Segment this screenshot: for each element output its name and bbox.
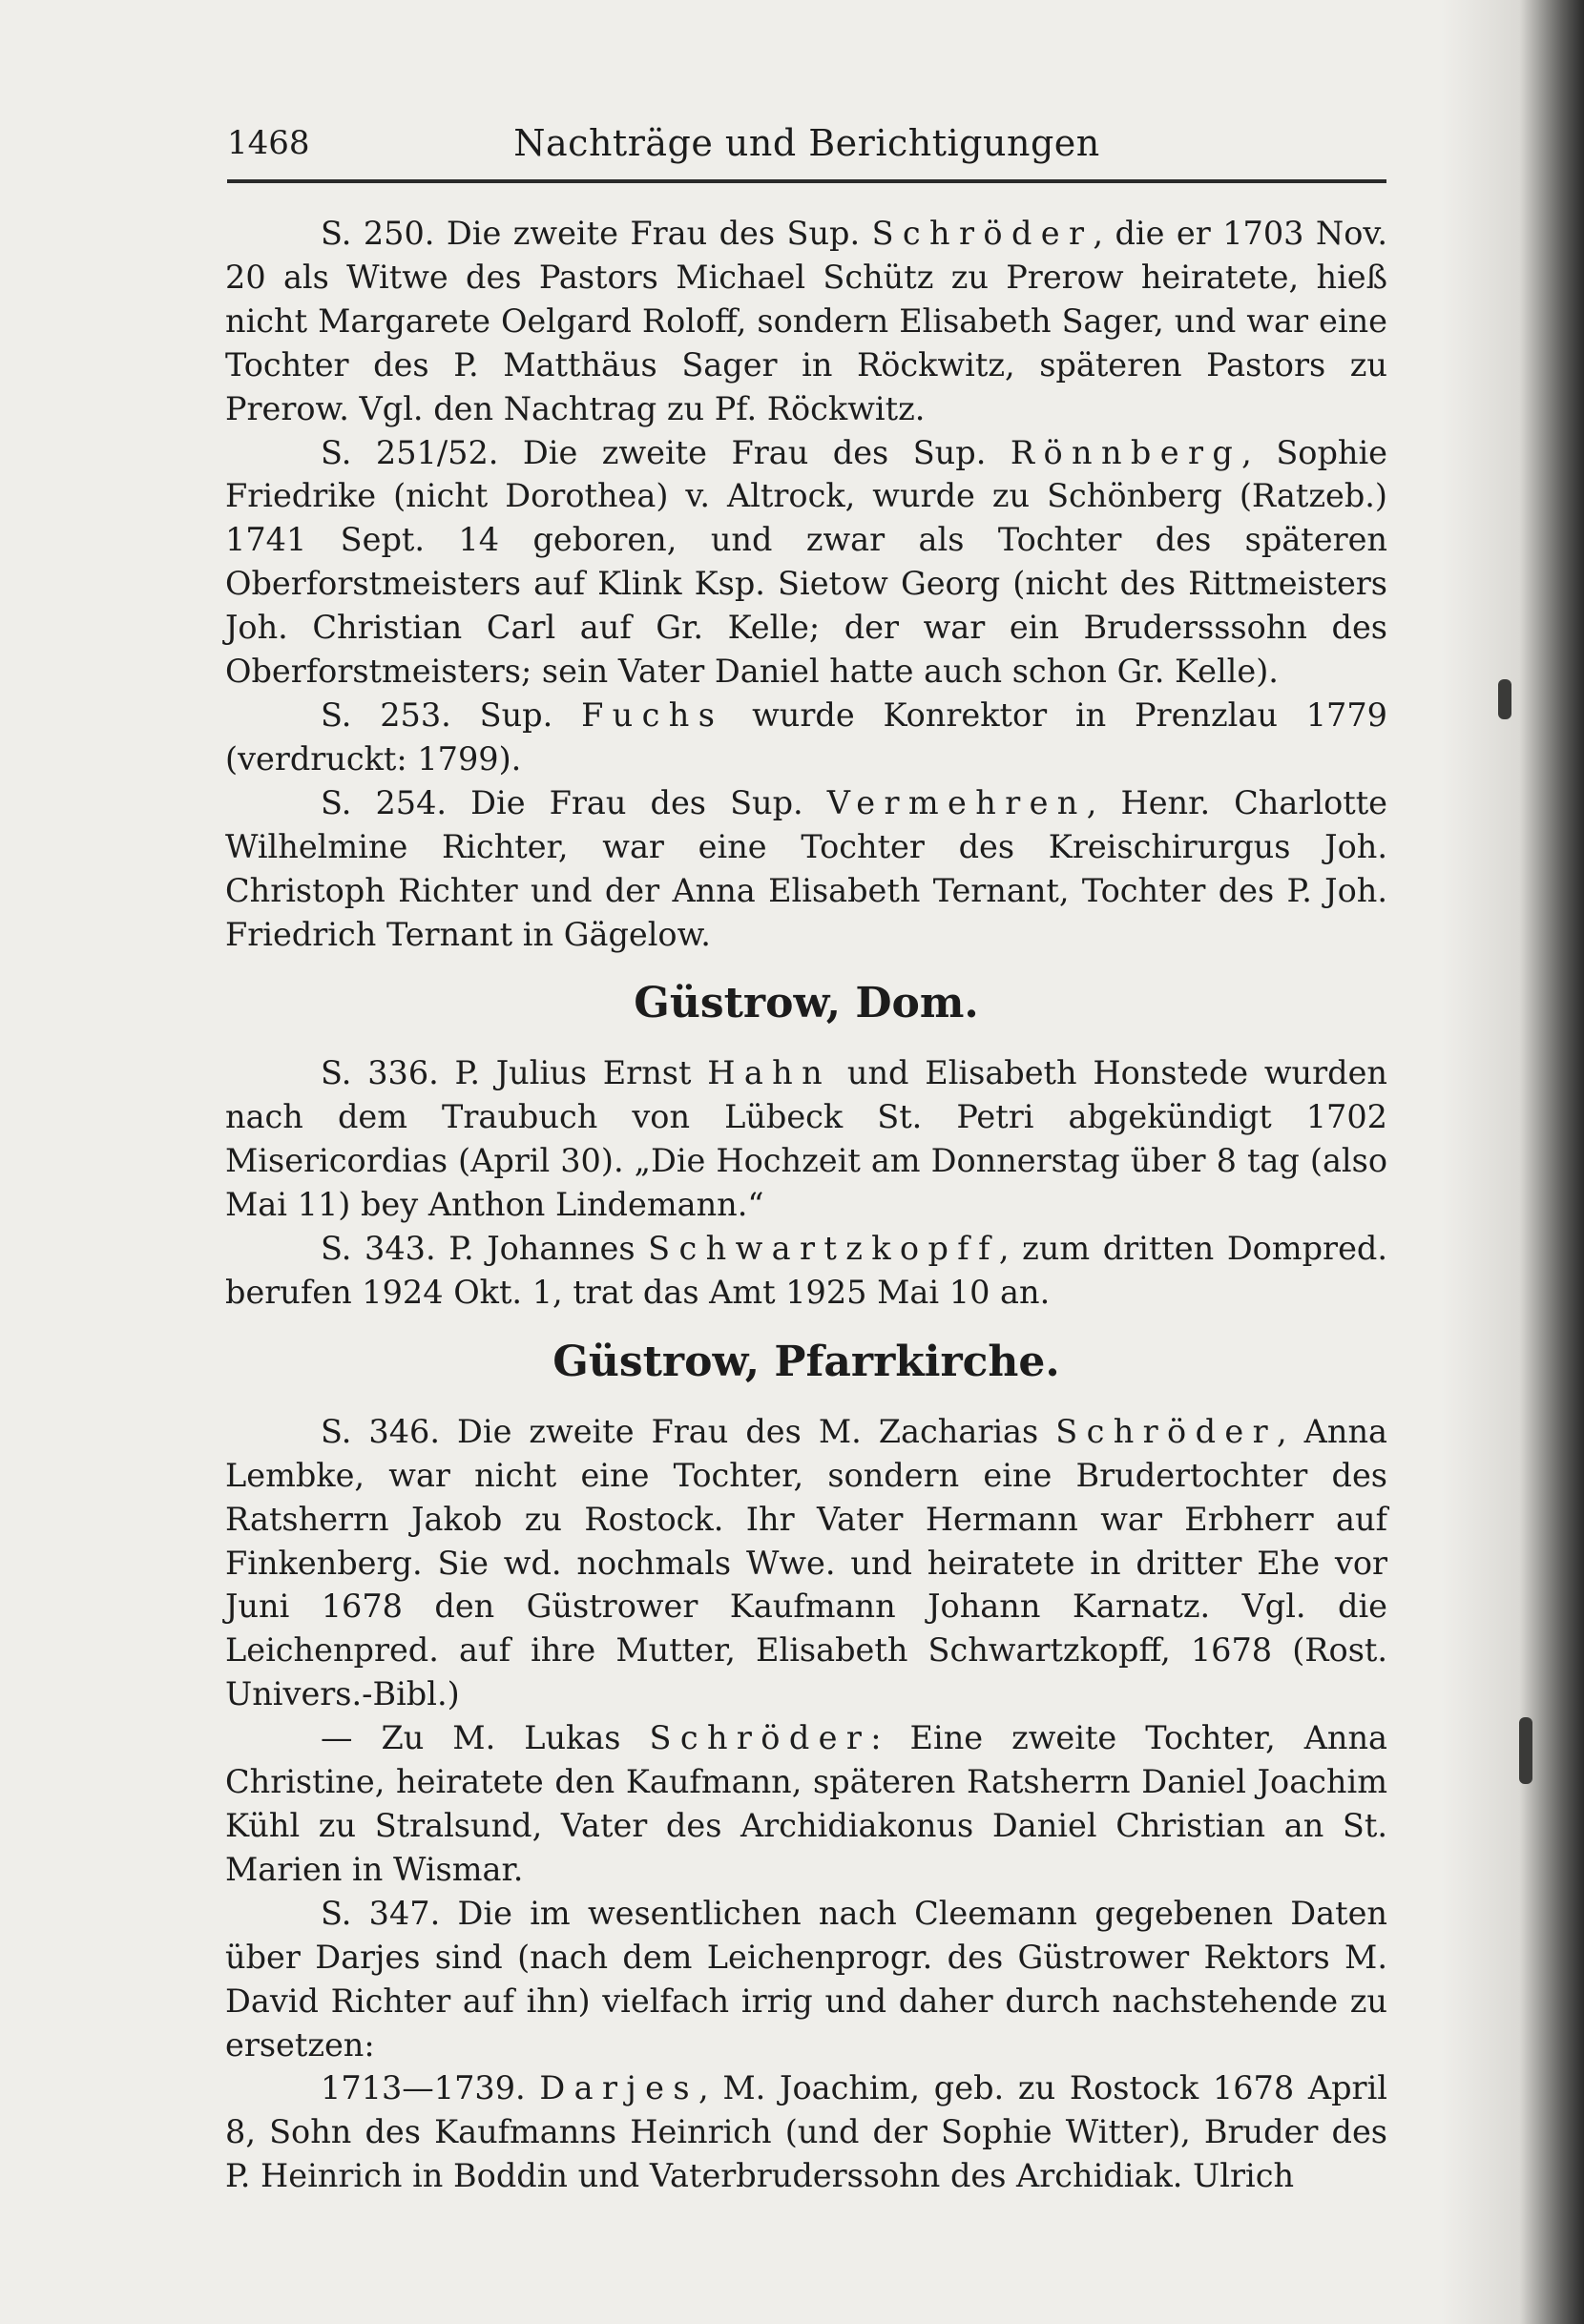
spaced-surname: Vermehren (826, 783, 1087, 821)
spaced-surname: Schröder (1055, 1412, 1278, 1450)
entry-text: 1713—1739. (321, 2069, 540, 2107)
entry-text: S. 346. Die zweite Frau des M. Zacharias (321, 1412, 1056, 1450)
entry-text: S. 254. Die Frau des Sup. (321, 783, 827, 821)
page-body (225, 212, 1387, 2198)
spaced-surname: Schröder (871, 215, 1094, 252)
page-number: 1468 (227, 124, 310, 162)
entry-paragraph (225, 694, 1387, 781)
entry-text: , Henr. Charlotte Wilhelmine Richter, war eine Tochter des Kreischirurgus Joh. Christoph Richter und der Anna Elisabeth Ternant, Tochter des P. Joh. Friedrich Ternant in Gägelow. (225, 783, 1388, 953)
section-heading: Güstrow, Dom. (634, 979, 979, 1028)
running-title: Nachträge und Berichtigungen (513, 122, 1100, 164)
entry-paragraph (225, 1716, 1387, 1892)
scan-edge-mark (1519, 1717, 1532, 1784)
spaced-surname: Schwartzkopff (648, 1230, 999, 1268)
entry-paragraph (225, 781, 1387, 957)
entry-text: , die er 1703 Nov. 20 als Witwe des Pastors Michael Schütz zu Prerow heiratete, hieß nicht Margarete Oelgard Roloff, sondern Elisabeth Sager, und war eine Tochter des P. Matthäus Sager in Röckwitz, späteren Pastors zu Prerow. Vgl. den Nachtrag zu Pf. Röckwitz. (225, 215, 1387, 427)
entry-text: : Eine zweite Tochter, Anna Christine, heiratete den Kaufmann, späteren Ratsherrn Daniel Joachim Kühl zu Stralsund, Vater des Archidiakonus Daniel Christian an St. Marien in Wismar. (225, 1719, 1388, 1888)
spaced-surname: Darjes (539, 2069, 698, 2107)
entry-text: , zum dritten Dompred. berufen 1924 Okt. 1, trat das Amt 1925 Mai 10 an. (225, 1230, 1387, 1311)
entry-text: wurde Konrektor in Prenzlau 1779 (verdruckt: 1799). (225, 695, 1387, 778)
entry-text: , M. Joachim, geb. zu Rostock 1678 April 8, Sohn des Kaufmanns Heinrich (und der Sophie Witter), Bruder des P. Heinrich in Boddin und Vaterbruderssohn des Archidiak. Ulrich (225, 2069, 1387, 2195)
entry-text: S. 253. Sup. (321, 695, 582, 734)
header-rule (227, 179, 1386, 183)
section-heading: Güstrow, Pfarrkirche. (552, 1337, 1060, 1386)
page-header (227, 122, 1386, 177)
scan-shadow-edge (1441, 0, 1584, 2324)
entry-paragraph (225, 431, 1387, 694)
entry-paragraph (225, 1410, 1387, 1716)
entry-paragraph (225, 1227, 1387, 1315)
entry-text: S. 347. Die im wesentlichen nach Cleemann gegebenen Daten über Darjes sind (nach dem Leichenprogr. des Güstrower Rektors M. David Richter auf ihn) vielfach irrig und daher durch nachstehende zu ersetzen: (225, 1894, 1387, 2064)
entry-text: S. 336. P. Julius Ernst (321, 1054, 708, 1092)
entry-text: S. 250. Die zweite Frau des Sup. (321, 215, 872, 252)
entry-text: , Anna Lembke, war nicht eine Tochter, sondern eine Brudertochter des Ratsherrn Jakob zu Rostock. Ihr Vater Hermann war Erbherr auf Finkenberg. Sie wd. nochmals Wwe. und heiratete in dritter Ehe vor Juni 1678 den Güstrower Kaufmann Johann Karnatz. Vgl. die Leichenpred. auf ihre Mutter, Elisabeth Schwartzkopff, 1678 (Rost. Univers.-Bibl.) (225, 1412, 1387, 1713)
entry-text: S. 343. P. Johannes (321, 1230, 649, 1268)
entry-paragraph (225, 212, 1387, 431)
spaced-surname: Schröder (649, 1719, 871, 1757)
entry-text: , Sophie Friedrike (nicht Dorothea) v. Altrock, wurde zu Schönberg (Ratzeb.) 1741 Sept. 14 geboren, und zwar als Tochter des späteren Oberforstmeisters auf Klink Ksp. Sietow Georg (nicht des Rittmeisters Joh. Christian Carl auf Gr. Kelle; der war ein Brudersssohn des Oberforstmeisters; sein Vater Daniel hatte auch schon Gr. Kelle). (225, 433, 1387, 691)
entry-text: — Zu M. Lukas (321, 1719, 650, 1757)
entry-text: und Elisabeth Honstede wurden nach dem Traubuch von Lübeck St. Petri abgekündigt 1702 Misericordias (April 30). „Die Hochzeit am Donnerstag über 8 tag (also Mai 11) bey Anthon Lindemann.“ (225, 1054, 1387, 1224)
entry-paragraph (225, 1892, 1387, 2067)
scan-edge-mark (1498, 679, 1511, 719)
entry-paragraph (225, 2066, 1387, 2198)
spaced-surname: Fuchs (581, 695, 724, 734)
entry-text: S. 251/52. Die zweite Frau des Sup. (321, 433, 1011, 471)
spaced-surname: Rönnberg (1010, 433, 1242, 471)
spaced-surname: Hahn (707, 1054, 832, 1092)
entry-paragraph (225, 1051, 1387, 1227)
